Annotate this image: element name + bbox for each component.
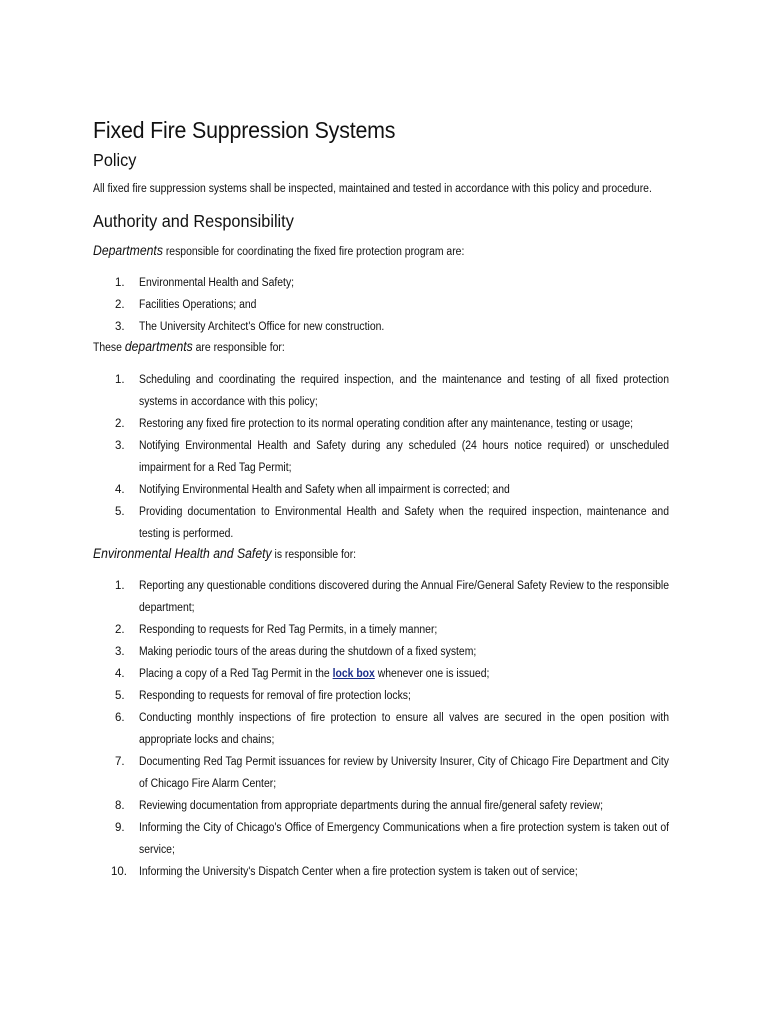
list-item-number: 1. [115,580,125,592]
department-responsibilities-list [93,369,669,545]
list-item-text: Making periodic tours of the areas during the shutdown of a fixed system; [139,646,477,658]
coordinating-departments-list [93,272,669,338]
policy-text: All fixed fire suppression systems shall be inspected, maintained and tested in accordance with this policy and procedure. [93,183,652,195]
list-item [93,435,669,479]
list-item [93,817,669,861]
list-item-number: 3. [115,646,125,658]
document-title: Fixed Fire Suppression Systems [93,117,396,143]
list-item [93,619,669,641]
list-item-number: 2. [115,299,125,311]
document-body [93,112,669,883]
list-item [93,663,669,685]
list-item [93,369,669,413]
list-item-number: 10. [111,866,127,878]
list-item-text: Reviewing documentation from appropriate departments during the annual fire/general safety review; [139,800,603,812]
ehs-intro [93,545,614,564]
list-item [93,861,669,883]
list-item-text: Documenting Red Tag Permit issuances for review by University Insurer, City of Chicago Fire Department and City of Chicago Fire Alarm Center; [139,756,670,790]
list-item-text: Informing the City of Chicago's Office of Emergency Communications when a fire protection system is taken out of service; [139,822,670,856]
list-item [93,795,669,817]
list-item-number: 3. [115,439,125,452]
list-item-text: Providing documentation to Environmental Health and Safety when the required inspection, maintenance and testing is performed. [139,505,670,540]
ehs-responsibilities-list [93,575,669,883]
list-item [93,294,669,316]
list-item-text: Responding to requests for Red Tag Permits, in a timely manner; [139,624,438,636]
list-item-text: Environmental Health and Safety; [139,277,295,289]
authority-heading: Authority and Responsibility [93,210,294,231]
list-item-number: 1. [115,373,125,386]
these-departments-prefix: These [93,342,125,354]
list-item-text: The University Architect's Office for new construction. [139,321,385,333]
list-item-number: 3. [115,321,125,333]
list-item-number: 8. [115,800,125,812]
list-item-text: Conducting monthly inspections of fire protection to ensure all valves are secured in the open position with appropriate locks and chains; [139,712,670,746]
policy-heading: Policy [93,150,137,170]
list-item-number: 2. [115,417,125,430]
list-item-text: Restoring any fixed fire protection to its normal operating condition after any maintenance, testing or usage; [139,417,634,430]
list-item-text: Facilities Operations; and [139,299,257,311]
list-item-number: 9. [115,822,125,834]
list-item-number: 2. [115,624,125,636]
list-item-text: Notifying Environmental Health and Safety during any scheduled (24 hours notice required) or unscheduled impairment for a Red Tag Permit; [139,439,670,474]
list-item-text: Responding to requests for removal of fire protection locks; [139,690,411,702]
list-item-number: 5. [115,690,125,702]
list-item [93,413,669,435]
list-item [93,479,669,501]
list-item [93,641,669,663]
list-item [93,316,669,338]
list-item-number: 5. [115,505,125,518]
list-item [93,685,669,707]
list-item-number: 1. [115,277,125,289]
lock-box-link[interactable]: lock box [332,668,375,680]
these-departments-emphasis: departments [124,339,193,354]
ehs-emphasis: Environmental Health and Safety [93,545,272,561]
these-departments-intro [93,338,614,357]
lock-box-text-before: Placing a copy of a Red Tag Permit in the [139,668,333,680]
departments-intro-text: responsible for coordinating the fixed fire protection program are: [162,245,465,258]
these-departments-intro-text: are responsible for: [192,342,285,354]
list-item-text: Reporting any questionable conditions discovered during the Annual Fire/General Safety Review to the responsible department; [139,580,670,614]
lock-box-text-after: whenever one is issued; [374,668,490,680]
list-item [93,501,669,545]
list-item-number: 6. [115,712,125,724]
list-item [93,272,669,294]
list-item [93,751,669,795]
list-item [93,707,669,751]
list-item-text: Notifying Environmental Health and Safety when all impairment is corrected; and [139,483,510,496]
ehs-intro-text: is responsible for: [271,548,357,561]
departments-intro [93,242,614,261]
list-item-text: Scheduling and coordinating the required inspection, and the maintenance and testing of all fixed protection systems in accordance with this policy; [139,373,670,408]
list-item-number: 4. [115,668,125,680]
list-item-number: 4. [115,483,125,496]
list-item-number: 7. [115,756,125,768]
list-item [93,575,669,619]
list-item-text: Informing the University's Dispatch Center when a fire protection system is taken out of service; [139,866,578,878]
departments-emphasis: Departments [93,242,163,258]
list-item-text [139,663,669,685]
